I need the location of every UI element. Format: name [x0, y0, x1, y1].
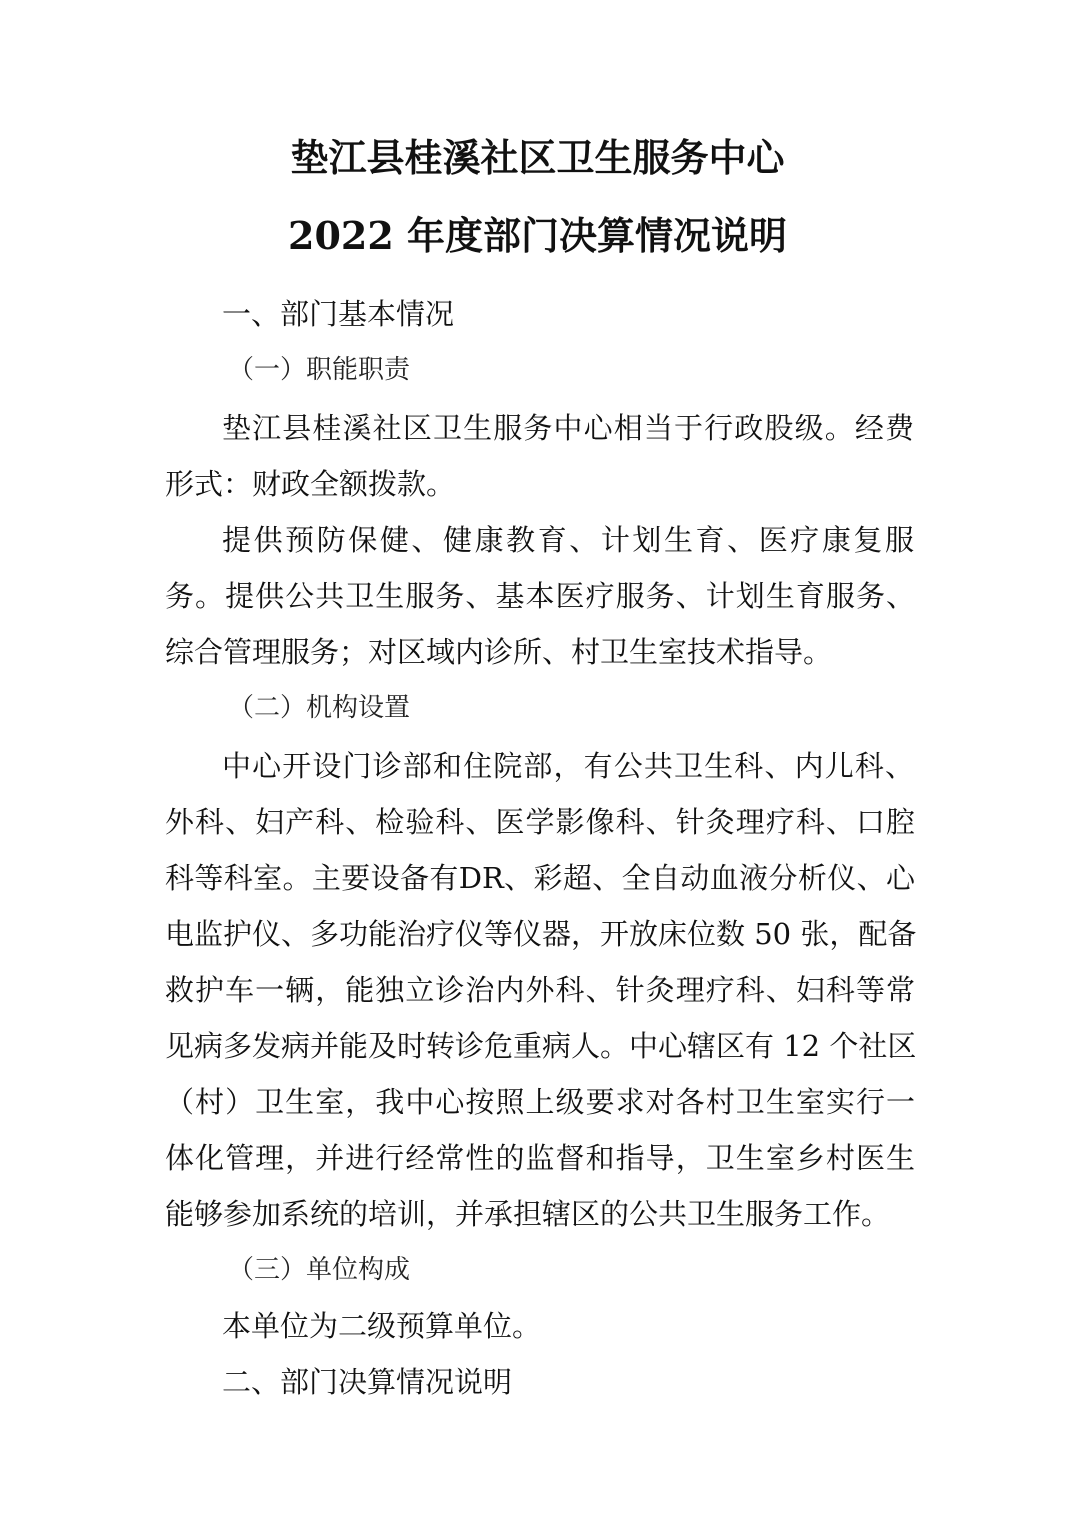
sub2-line4: 电监护仪、多功能治疗仪等仪器，开放床位数 50 张，配备	[165, 917, 917, 951]
sub2-line6: 见病多发病并能及时转诊危重病人。中心辖区有 12 个社区	[165, 1029, 917, 1063]
sub1-paragraph2-line2: 务。提供公共卫生服务、基本医疗服务、计划生育服务、	[165, 579, 915, 613]
sub1-paragraph2-line3: 综合管理服务；对区域内诊所、村卫生室技术指导。	[165, 635, 833, 669]
sub1-paragraph2-line1: 提供预防保健、健康教育、计划生育、医疗康复服	[222, 523, 914, 557]
sub2-line2: 外科、妇产科、检验科、医学影像科、针灸理疗科、口腔	[165, 805, 915, 839]
sub2-line9: 能够参加系统的培训，并承担辖区的公共卫生服务工作。	[165, 1197, 891, 1231]
sub2-line7: （村）卫生室，我中心按照上级要求对各村卫生室实行一	[165, 1085, 915, 1119]
sub1-paragraph1-line1: 垫江县桂溪社区卫生服务中心相当于行政股级。经费	[222, 411, 914, 445]
sub3-paragraph: 本单位为二级预算单位。	[222, 1309, 542, 1343]
sub2-line3: 科等科室。主要设备有DR、彩超、全自动血液分析仪、心	[165, 861, 915, 895]
sub3-heading: （三）单位构成	[228, 1255, 411, 1285]
sub1-paragraph1-line2: 形式：财政全额拨款。	[165, 467, 456, 501]
section1-heading: 一、部门基本情况	[222, 297, 455, 331]
document-title-line1: 垫江县桂溪社区卫生服务中心	[290, 135, 785, 180]
sub2-heading: （二）机构设置	[228, 693, 411, 723]
sub2-line5: 救护车一辆，能独立诊治内外科、针灸理疗科、妇科等常	[165, 973, 915, 1007]
sub2-line1: 中心开设门诊部和住院部，有公共卫生科、内儿科、	[222, 749, 914, 783]
sub1-heading: （一）职能职责	[228, 355, 411, 385]
section2-heading: 二、部门决算情况说明	[222, 1365, 513, 1399]
sub2-line8: 体化管理，并进行经常性的监督和指导，卫生室乡村医生	[165, 1141, 915, 1175]
document-title-line2: 2022 年度部门决算情况说明	[288, 213, 787, 258]
